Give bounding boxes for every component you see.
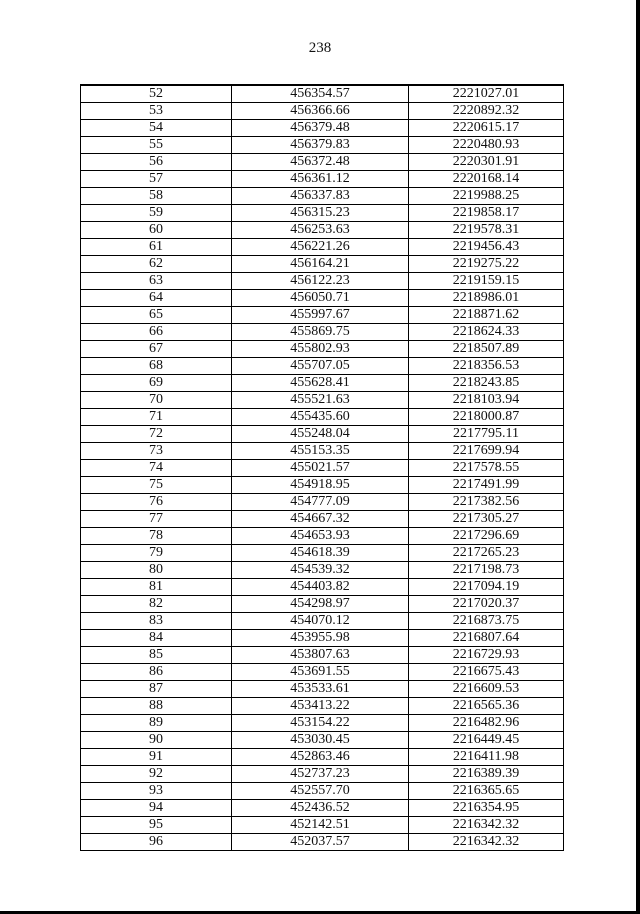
y-coordinate-cell: 2217382.56 (409, 494, 564, 511)
page-edge-right (636, 0, 640, 914)
table-row (81, 188, 564, 205)
table-row (81, 800, 564, 817)
point-id-cell: 73 (81, 443, 232, 460)
table-row (81, 732, 564, 749)
x-coordinate-cell: 455628.41 (232, 375, 409, 392)
coordinates-table (80, 84, 564, 851)
x-coordinate-cell: 454539.32 (232, 562, 409, 579)
x-coordinate-cell: 455021.57 (232, 460, 409, 477)
x-coordinate-cell: 452142.51 (232, 817, 409, 834)
x-coordinate-cell: 452436.52 (232, 800, 409, 817)
x-coordinate-cell: 453807.63 (232, 647, 409, 664)
y-coordinate-cell: 2216675.43 (409, 664, 564, 681)
table-row (81, 460, 564, 477)
y-coordinate-cell: 2218986.01 (409, 290, 564, 307)
table-row (81, 137, 564, 154)
x-coordinate-cell: 455997.67 (232, 307, 409, 324)
page-number: 238 (308, 40, 332, 56)
table-row (81, 171, 564, 188)
point-id-cell: 71 (81, 409, 232, 426)
point-id-cell: 83 (81, 613, 232, 630)
table-row (81, 647, 564, 664)
x-coordinate-cell: 452557.70 (232, 783, 409, 800)
x-coordinate-cell: 454403.82 (232, 579, 409, 596)
point-id-cell: 95 (81, 817, 232, 834)
point-id-cell: 58 (81, 188, 232, 205)
point-id-cell: 70 (81, 392, 232, 409)
point-id-cell: 91 (81, 749, 232, 766)
x-coordinate-cell: 453413.22 (232, 698, 409, 715)
x-coordinate-cell: 456361.12 (232, 171, 409, 188)
x-coordinate-cell: 455707.05 (232, 358, 409, 375)
y-coordinate-cell: 2217198.73 (409, 562, 564, 579)
y-coordinate-cell: 2218243.85 (409, 375, 564, 392)
point-id-cell: 63 (81, 273, 232, 290)
x-coordinate-cell: 453533.61 (232, 681, 409, 698)
y-coordinate-cell: 2216482.96 (409, 715, 564, 732)
point-id-cell: 90 (81, 732, 232, 749)
point-id-cell: 54 (81, 120, 232, 137)
table-row (81, 664, 564, 681)
y-coordinate-cell: 2216565.36 (409, 698, 564, 715)
point-id-cell: 55 (81, 137, 232, 154)
table-row (81, 205, 564, 222)
point-id-cell: 76 (81, 494, 232, 511)
point-id-cell: 77 (81, 511, 232, 528)
y-coordinate-cell: 2217305.27 (409, 511, 564, 528)
y-coordinate-cell: 2216609.53 (409, 681, 564, 698)
point-id-cell: 88 (81, 698, 232, 715)
x-coordinate-cell: 456337.83 (232, 188, 409, 205)
y-coordinate-cell: 2218356.53 (409, 358, 564, 375)
y-coordinate-cell: 2218871.62 (409, 307, 564, 324)
point-id-cell: 92 (81, 766, 232, 783)
y-coordinate-cell: 2216354.95 (409, 800, 564, 817)
point-id-cell: 81 (81, 579, 232, 596)
x-coordinate-cell: 456379.48 (232, 120, 409, 137)
point-id-cell: 75 (81, 477, 232, 494)
point-id-cell: 72 (81, 426, 232, 443)
table-row (81, 528, 564, 545)
y-coordinate-cell: 2216807.64 (409, 630, 564, 647)
y-coordinate-cell: 2219456.43 (409, 239, 564, 256)
table-row (81, 715, 564, 732)
y-coordinate-cell: 2219578.31 (409, 222, 564, 239)
x-coordinate-cell: 454618.39 (232, 545, 409, 562)
x-coordinate-cell: 456164.21 (232, 256, 409, 273)
x-coordinate-cell: 452737.23 (232, 766, 409, 783)
y-coordinate-cell: 2216729.93 (409, 647, 564, 664)
x-coordinate-cell: 456253.63 (232, 222, 409, 239)
point-id-cell: 53 (81, 103, 232, 120)
point-id-cell: 80 (81, 562, 232, 579)
x-coordinate-cell: 453154.22 (232, 715, 409, 732)
table-row (81, 307, 564, 324)
table-row (81, 222, 564, 239)
table-row (81, 511, 564, 528)
point-id-cell: 59 (81, 205, 232, 222)
point-id-cell: 60 (81, 222, 232, 239)
table-row (81, 375, 564, 392)
coordinates-table-body (81, 85, 564, 851)
y-coordinate-cell: 2218624.33 (409, 324, 564, 341)
x-coordinate-cell: 455248.04 (232, 426, 409, 443)
table-row (81, 494, 564, 511)
x-coordinate-cell: 452863.46 (232, 749, 409, 766)
table-row (81, 766, 564, 783)
point-id-cell: 74 (81, 460, 232, 477)
y-coordinate-cell: 2217578.55 (409, 460, 564, 477)
x-coordinate-cell: 454777.09 (232, 494, 409, 511)
x-coordinate-cell: 456221.26 (232, 239, 409, 256)
y-coordinate-cell: 2216873.75 (409, 613, 564, 630)
x-coordinate-cell: 456354.57 (232, 85, 409, 103)
y-coordinate-cell: 2219275.22 (409, 256, 564, 273)
point-id-cell: 82 (81, 596, 232, 613)
x-coordinate-cell: 456366.66 (232, 103, 409, 120)
table-row (81, 273, 564, 290)
y-coordinate-cell: 2219988.25 (409, 188, 564, 205)
table-row (81, 256, 564, 273)
y-coordinate-cell: 2217699.94 (409, 443, 564, 460)
table-row (81, 85, 564, 103)
x-coordinate-cell: 453691.55 (232, 664, 409, 681)
y-coordinate-cell: 2218507.89 (409, 341, 564, 358)
x-coordinate-cell: 452037.57 (232, 834, 409, 851)
table-row (81, 749, 564, 766)
point-id-cell: 61 (81, 239, 232, 256)
y-coordinate-cell: 2216365.65 (409, 783, 564, 800)
x-coordinate-cell: 455153.35 (232, 443, 409, 460)
point-id-cell: 52 (81, 85, 232, 103)
table-row (81, 341, 564, 358)
point-id-cell: 64 (81, 290, 232, 307)
point-id-cell: 68 (81, 358, 232, 375)
table-row (81, 409, 564, 426)
table-row (81, 443, 564, 460)
x-coordinate-cell: 455869.75 (232, 324, 409, 341)
point-id-cell: 78 (81, 528, 232, 545)
table-row (81, 477, 564, 494)
y-coordinate-cell: 2216342.32 (409, 817, 564, 834)
x-coordinate-cell: 454653.93 (232, 528, 409, 545)
table-row (81, 103, 564, 120)
point-id-cell: 57 (81, 171, 232, 188)
point-id-cell: 79 (81, 545, 232, 562)
y-coordinate-cell: 2220892.32 (409, 103, 564, 120)
y-coordinate-cell: 2217265.23 (409, 545, 564, 562)
y-coordinate-cell: 2217491.99 (409, 477, 564, 494)
point-id-cell: 87 (81, 681, 232, 698)
x-coordinate-cell: 455802.93 (232, 341, 409, 358)
x-coordinate-cell: 455435.60 (232, 409, 409, 426)
x-coordinate-cell: 454667.32 (232, 511, 409, 528)
table-row (81, 392, 564, 409)
x-coordinate-cell: 456050.71 (232, 290, 409, 307)
point-id-cell: 89 (81, 715, 232, 732)
table-row (81, 681, 564, 698)
y-coordinate-cell: 2216449.45 (409, 732, 564, 749)
x-coordinate-cell: 454298.97 (232, 596, 409, 613)
point-id-cell: 93 (81, 783, 232, 800)
x-coordinate-cell: 455521.63 (232, 392, 409, 409)
y-coordinate-cell: 2217020.37 (409, 596, 564, 613)
table-row (81, 324, 564, 341)
table-row (81, 426, 564, 443)
point-id-cell: 67 (81, 341, 232, 358)
y-coordinate-cell: 2216342.32 (409, 834, 564, 851)
table-row (81, 834, 564, 851)
point-id-cell: 94 (81, 800, 232, 817)
table-row (81, 783, 564, 800)
x-coordinate-cell: 456122.23 (232, 273, 409, 290)
table-row (81, 596, 564, 613)
y-coordinate-cell: 2220301.91 (409, 154, 564, 171)
point-id-cell: 86 (81, 664, 232, 681)
table-row (81, 545, 564, 562)
x-coordinate-cell: 453030.45 (232, 732, 409, 749)
y-coordinate-cell: 2216411.98 (409, 749, 564, 766)
point-id-cell: 85 (81, 647, 232, 664)
y-coordinate-cell: 2219159.15 (409, 273, 564, 290)
table-row (81, 239, 564, 256)
table-row (81, 358, 564, 375)
table-row (81, 579, 564, 596)
table-row (81, 290, 564, 307)
point-id-cell: 69 (81, 375, 232, 392)
point-id-cell: 62 (81, 256, 232, 273)
x-coordinate-cell: 454070.12 (232, 613, 409, 630)
y-coordinate-cell: 2219858.17 (409, 205, 564, 222)
x-coordinate-cell: 453955.98 (232, 630, 409, 647)
table-row (81, 630, 564, 647)
table-row (81, 613, 564, 630)
point-id-cell: 66 (81, 324, 232, 341)
table-row (81, 120, 564, 137)
x-coordinate-cell: 454918.95 (232, 477, 409, 494)
point-id-cell: 56 (81, 154, 232, 171)
x-coordinate-cell: 456372.48 (232, 154, 409, 171)
table-row (81, 154, 564, 171)
y-coordinate-cell: 2220615.17 (409, 120, 564, 137)
x-coordinate-cell: 456379.83 (232, 137, 409, 154)
y-coordinate-cell: 2216389.39 (409, 766, 564, 783)
table-row (81, 817, 564, 834)
table-row (81, 562, 564, 579)
y-coordinate-cell: 2217296.69 (409, 528, 564, 545)
point-id-cell: 65 (81, 307, 232, 324)
y-coordinate-cell: 2220168.14 (409, 171, 564, 188)
y-coordinate-cell: 2217795.11 (409, 426, 564, 443)
point-id-cell: 96 (81, 834, 232, 851)
y-coordinate-cell: 2220480.93 (409, 137, 564, 154)
x-coordinate-cell: 456315.23 (232, 205, 409, 222)
point-id-cell: 84 (81, 630, 232, 647)
y-coordinate-cell: 2221027.01 (409, 85, 564, 103)
y-coordinate-cell: 2218000.87 (409, 409, 564, 426)
y-coordinate-cell: 2217094.19 (409, 579, 564, 596)
table-row (81, 698, 564, 715)
y-coordinate-cell: 2218103.94 (409, 392, 564, 409)
